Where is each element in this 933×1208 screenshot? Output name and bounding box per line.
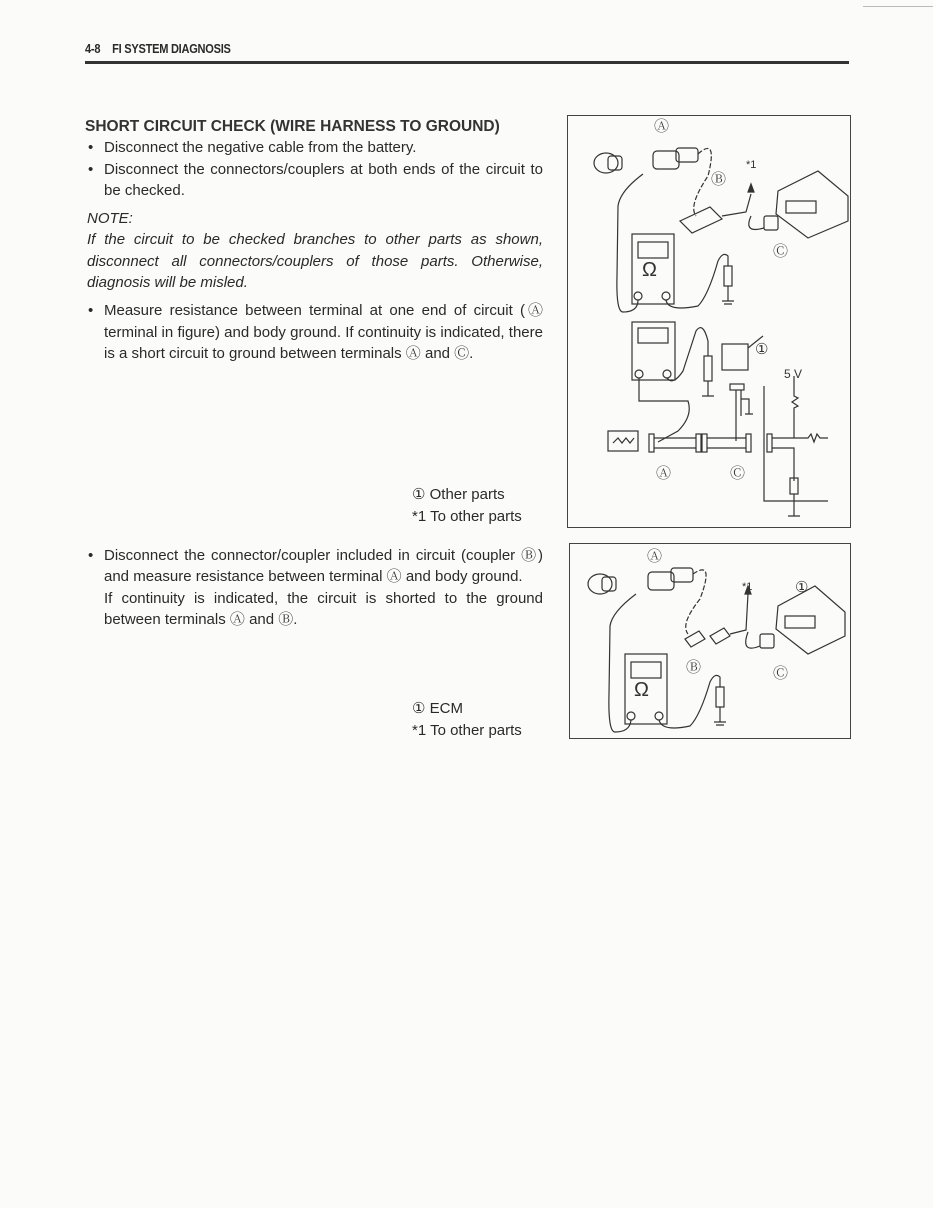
bullet-item: • Disconnect the negative cable from the battery. (85, 137, 543, 158)
ecm-box (746, 586, 845, 654)
figure-2-circuit-diagram (569, 543, 851, 739)
ohm-symbol: Ω (642, 259, 657, 281)
figure-1-circuit-diagram (567, 115, 851, 528)
connector-b-disconnected (685, 586, 751, 647)
to-other-parts-marker: *1 (742, 581, 753, 593)
page-header (85, 41, 231, 56)
bullet-item: • Disconnect the connector/coupler included in circuit (coupler Ⓑ) and measure resistance between terminal Ⓐ and body ground. (85, 545, 543, 588)
page-number: 4-8 (85, 41, 101, 56)
intro-block (85, 116, 543, 364)
label-a: Ⓐ (654, 118, 670, 135)
bullet-continuation: If continuity is indicated, the circuit is shorted to the ground between terminals Ⓐ and Ⓑ. (104, 589, 543, 628)
note-label: NOTE: (87, 210, 133, 228)
figure-1-caption (412, 484, 522, 527)
second-block (85, 545, 543, 630)
header-rule (85, 61, 849, 64)
multimeter (609, 594, 726, 732)
scan-edge-line (863, 6, 933, 7)
caption-line: ① ECM (412, 700, 463, 717)
label-a: Ⓐ (656, 465, 672, 482)
ecm-box (749, 171, 848, 238)
label-c: Ⓒ (730, 465, 746, 482)
multimeter-1 (617, 174, 734, 312)
note-text: If the circuit to be checked branches to other parts as shown, disconnect all connectors/couplers of those parts. Otherwise, diagnosis will be misled. (87, 231, 543, 292)
label-a: Ⓐ (647, 548, 663, 565)
caption-line: ① Other parts (412, 486, 505, 503)
label-b: Ⓑ (711, 171, 727, 188)
caption-line: *1 To other parts (412, 507, 522, 525)
figure-2-caption (412, 698, 522, 741)
connector-a (648, 568, 706, 634)
caption-line: *1 To other parts (412, 721, 522, 739)
label-1: ① (795, 579, 809, 596)
bullet-item: • Measure resistance between terminal at one end of circuit (Ⓐ terminal in figure) and body ground. If continuity is indicated, there is a short circuit to ground between terminals Ⓐ and Ⓒ. (85, 300, 543, 364)
sensor-illustration (594, 153, 622, 173)
connector-b (680, 184, 754, 233)
section-title: FI SYSTEM DIAGNOSIS (112, 41, 231, 56)
label-1: ① (755, 341, 769, 358)
label-c: Ⓒ (773, 665, 789, 682)
sensor-illustration (588, 574, 616, 594)
to-other-parts-marker: *1 (746, 159, 757, 171)
connector-a (653, 148, 711, 216)
voltage-label: 5 V (784, 367, 803, 381)
section-heading: SHORT CIRCUIT CHECK (WIRE HARNESS TO GROUND) (85, 118, 500, 135)
bullet-item: • Disconnect the connectors/couplers at both ends of the circuit to be checked. (85, 159, 543, 202)
multimeter-2 (632, 322, 714, 442)
label-b: Ⓑ (686, 659, 702, 676)
label-c: Ⓒ (773, 243, 789, 260)
harness-schematic (608, 376, 828, 516)
ohm-symbol: Ω (634, 679, 649, 701)
